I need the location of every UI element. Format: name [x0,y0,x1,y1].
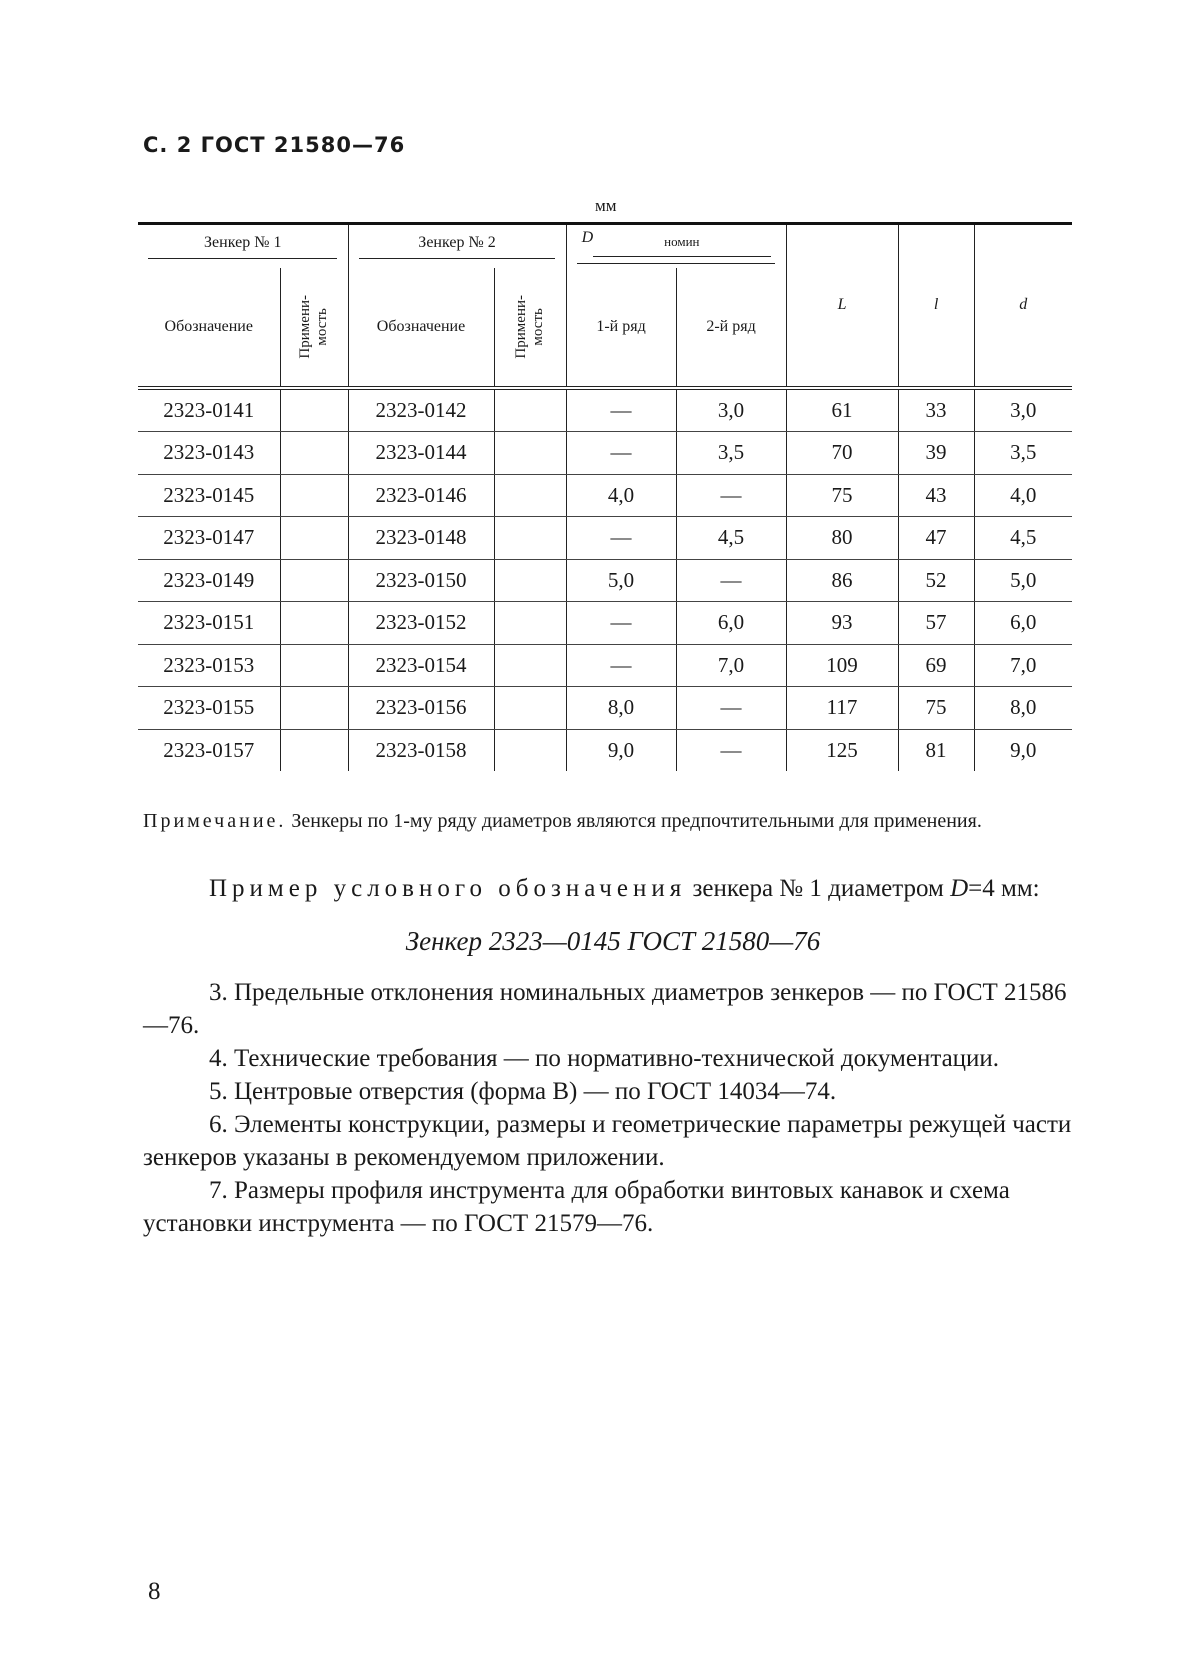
table-row: 2323-0143 2323-0144 — 3,5 70 39 3,5 [138,432,1072,475]
z1-applicability-header: Примени- мость [280,268,348,388]
designation-example: Зенкер 2323—0145 ГОСТ 21580—76 [405,926,821,956]
paragraph-3: 3. Предельные отклонения номинальных диаметров зенкеров — по ГОСТ 21586—76. [143,979,1067,1039]
page-number: 8 [148,1578,161,1605]
table-row: 2323-0141 2323-0142 — 3,0 61 33 3,0 [138,388,1072,432]
paragraph-5: 5. Центровые отверстия (форма В) — по ГОСТ 14034—74. [209,1078,837,1105]
paragraph-7: 7. Размеры профиля инструмента для обработки винтовых канавок и схема установки инструмента — по ГОСТ 21579—76. [143,1177,1010,1237]
z2-applicability-header: Примени- мость [494,268,566,388]
zenker1-header: Зенкер № 1 [138,224,348,268]
L-header: L [786,224,898,388]
table-row: 2323-0147 2323-0148 — 4,5 80 47 4,5 [138,517,1072,560]
example-text-b: =4 мм: [968,875,1040,902]
example-text-a: зенкера № 1 диаметром [692,875,944,902]
note-label: Примечание. [143,810,287,832]
table-row: 2323-0149 2323-0150 5,0 — 86 52 5,0 [138,559,1072,602]
page-header: С. 2 ГОСТ 21580—76 [143,133,406,157]
d-header: d [974,224,1072,388]
example-intro [143,872,1083,905]
zenker2-header: Зенкер № 2 [348,224,566,268]
table-row: 2323-0153 2323-0154 — 7,0 109 69 7,0 [138,644,1072,687]
example-title: Пример условного обозначения [209,875,687,902]
paragraph-4: 4. Технические требования — по нормативно-технической документации. [209,1045,1000,1072]
table-note [143,808,1083,835]
note-text: Зенкеры по 1-му ряду диаметров являются предпочтительными для применения. [291,810,982,832]
table-row: 2323-0151 2323-0152 — 6,0 93 57 6,0 [138,602,1072,645]
row1-header: 1-й ряд [566,268,676,388]
dimensions-table [138,222,1072,771]
paragraph-6: 6. Элементы конструкции, размеры и геометрические параметры режущей части зенкеров указаны в рекомендуемом приложении. [143,1111,1072,1171]
table-row: 2323-0155 2323-0156 8,0 — 117 75 8,0 [138,687,1072,730]
table-row: 2323-0145 2323-0146 4,0 — 75 43 4,0 [138,474,1072,517]
d-nom-header: D номин [566,224,786,268]
l-header: l [898,224,974,388]
body-text [143,872,1083,1240]
example-symbol: D [950,875,969,902]
unit-label: мм [595,196,617,215]
z2-designation-header: Обозначение [348,268,494,388]
row2-header: 2-й ряд [676,268,786,388]
z1-designation-header: Обозначение [138,268,280,388]
table-row: 2323-0157 2323-0158 9,0 — 125 81 9,0 [138,729,1072,771]
